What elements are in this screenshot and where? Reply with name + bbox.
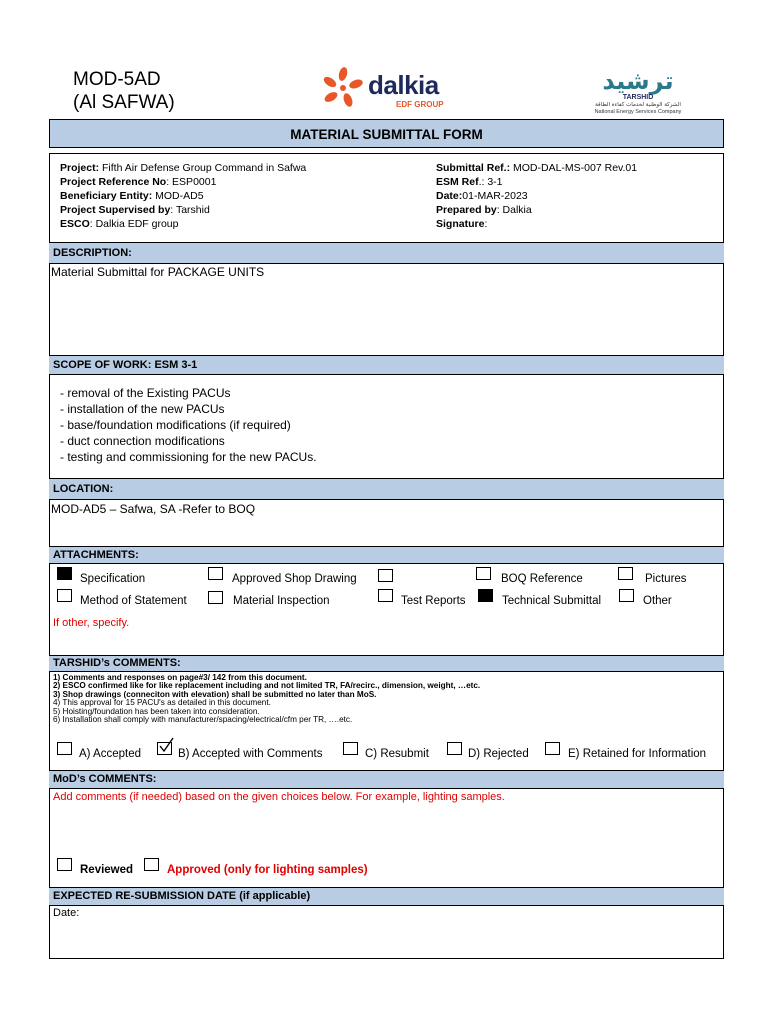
- attachment-label-technical-submittal: Technical Submittal: [502, 595, 602, 607]
- location-heading: LOCATION:: [49, 478, 724, 500]
- attachments-heading: ATTACHMENTS:: [49, 546, 724, 564]
- prepared-label: Prepared by: [436, 204, 497, 216]
- attachment-checkbox-test-reports[interactable]: [378, 589, 393, 602]
- ref-no-row: [60, 175, 306, 189]
- tarshid-comments-heading: TARSHID’s COMMENTS:: [49, 655, 724, 672]
- scope-heading: SCOPE OF WORK: ESM 3-1: [49, 355, 724, 375]
- attachment-label-approved-shop-drawing: Approved Shop Drawing: [232, 573, 357, 585]
- project-value: Fifth Air Defense Group Command in Safwa: [99, 162, 307, 174]
- form-title-bar: [49, 119, 724, 148]
- form-title: MATERIAL SUBMITTAL FORM: [290, 127, 483, 142]
- supervised-row: [60, 203, 306, 217]
- tarshid-comment-line: 2) ESCO confirmed like for like replacement including and not limited TR, FA/recirc., dimension, weight, …etc.: [53, 681, 481, 691]
- tarshid-comment-line: 1) Comments and responses on page#3/ 142 from this document.: [53, 673, 307, 682]
- attachment-checkbox-boq-reference[interactable]: [476, 567, 491, 580]
- attachment-checkbox-other[interactable]: [619, 589, 634, 602]
- scope-list: [60, 385, 317, 465]
- signature-label: Signature: [436, 218, 485, 230]
- signature-row: [436, 217, 637, 231]
- tarshid-comment-line: 4) This approval for 15 PACU's as detailed in this document.: [53, 698, 271, 708]
- choice-label-retained: E) Retained for Information: [568, 748, 707, 760]
- esm-ref-row: [436, 175, 637, 189]
- esco-value: : Dalkia EDF group: [89, 218, 179, 230]
- tarshid-arabic-subtitle: الشركة الوطنية لخدمات كفاءة الطاقة: [595, 102, 681, 108]
- mod-comments-instruction: Add comments (if needed) based on the given choices below. For example, lighting samples.: [53, 791, 505, 803]
- dalkia-logo: [318, 66, 458, 110]
- resubmission-heading: EXPECTED RE-SUBMISSION DATE (if applicable): [49, 887, 724, 906]
- submittal-ref-value: MOD-DAL-MS-007 Rev.01: [510, 162, 638, 174]
- attachment-checkbox-material-inspection[interactable]: [208, 591, 223, 604]
- tarshid-comment-line: 6) Installation shall comply with manufacturer/spacing/electrical/cfm per TR, ….etc.: [53, 715, 353, 725]
- resubmission-date-label: Date:: [53, 907, 80, 919]
- esco-row: [60, 217, 306, 231]
- mod-label-approved: Approved (only for lighting samples): [167, 864, 368, 876]
- date-row: [436, 189, 637, 203]
- attachment-label-material-inspection: Material Inspection: [233, 595, 330, 607]
- scope-item: - duct connection modifications: [60, 434, 225, 448]
- mod-checkbox-approved[interactable]: [144, 858, 159, 871]
- tarshid-comments-list: [53, 674, 480, 724]
- supervised-value: : Tarshid: [170, 204, 210, 216]
- attachment-checkbox-technical-submittal[interactable]: [478, 589, 493, 602]
- dalkia-edf-group: EDF GROUP: [396, 100, 444, 109]
- choice-label-resubmit: C) Resubmit: [365, 748, 429, 760]
- scope-item: - base/foundation modifications (if required): [60, 418, 291, 432]
- supervised-label: Project Supervised by: [60, 204, 171, 216]
- attachment-label-test-reports: Test Reports: [401, 595, 466, 607]
- choice-label-accepted: A) Accepted: [79, 748, 142, 760]
- project-label: Project:: [60, 162, 100, 174]
- description-text: Material Submittal for PACKAGE UNITS: [51, 265, 265, 279]
- dalkia-flower-icon: [318, 66, 368, 110]
- beneficiary-value: MOD-AD5: [152, 190, 204, 202]
- mod-title: [73, 68, 175, 114]
- mod-label-reviewed: Reviewed: [80, 864, 134, 876]
- mod-title-line2: (Al SAFWA): [73, 92, 175, 113]
- attachment-label-pictures: Pictures: [645, 573, 687, 585]
- attachment-other-note: If other, specify.: [53, 617, 130, 629]
- choice-checkbox-rejected[interactable]: [447, 742, 462, 755]
- submittal-ref-label: Submittal Ref.:: [436, 162, 511, 174]
- submittal-ref-row: [436, 161, 637, 175]
- tarshid-comment-line: 5) Hoisting/foundation has been taken into consideration.: [53, 706, 260, 716]
- choice-label-rejected: D) Rejected: [468, 748, 529, 760]
- scope-item: - removal of the Existing PACUs: [60, 386, 231, 400]
- signature-value: :: [484, 218, 488, 230]
- esm-ref-value: .: 3-1: [478, 176, 503, 188]
- beneficiary-label: Beneficiary Entity:: [60, 190, 153, 202]
- attachment-label-other: Other: [643, 595, 672, 607]
- ref-no-value: : ESP0001: [166, 176, 217, 188]
- attachment-checkbox-shop-drawing-extra[interactable]: [378, 569, 393, 582]
- tarshid-arabic-wordmark: ترشيد: [602, 67, 674, 95]
- prepared-row: [436, 203, 637, 217]
- tarshid-wordmark: TARSHID: [622, 94, 654, 101]
- esm-ref-label: ESM Ref: [436, 176, 479, 188]
- attachment-checkbox-method-of-statement[interactable]: [57, 589, 72, 602]
- date-value: 01-MAR-2023: [462, 190, 528, 202]
- description-heading: DESCRIPTION:: [49, 242, 724, 264]
- scope-item: - testing and commissioning for the new PACUs.: [60, 450, 317, 464]
- choice-checkbox-resubmit[interactable]: [343, 742, 358, 755]
- attachment-checkbox-approved-shop-drawing[interactable]: [208, 567, 223, 580]
- choice-label-accepted-with-comments: B) Accepted with Comments: [178, 748, 323, 760]
- mod-title-line1: MOD-5AD: [73, 69, 161, 90]
- mod-comments-heading: MoD’s COMMENTS:: [49, 770, 724, 789]
- attachment-label-boq-reference: BOQ Reference: [501, 573, 583, 585]
- attachment-label-specification: Specification: [80, 573, 146, 585]
- date-label: Date:: [436, 190, 463, 202]
- attachment-label-method-of-statement: Method of Statement: [80, 595, 187, 607]
- project-info-right: [436, 161, 637, 231]
- project-info-left: [60, 161, 306, 231]
- ref-no-label: Project Reference No: [60, 176, 167, 188]
- prepared-value: : Dalkia: [496, 204, 532, 216]
- attachment-checkbox-pictures[interactable]: [618, 567, 633, 580]
- attachment-checkbox-specification[interactable]: [57, 567, 72, 580]
- tarshid-comment-line: 3) Shop drawings (conneciton with elevation) shall be submitted no later than MoS.: [53, 689, 377, 699]
- tarshid-subtitle: National Energy Services Company: [594, 109, 682, 115]
- beneficiary-row: [60, 189, 306, 203]
- esco-label: ESCO: [60, 218, 90, 230]
- choice-checkbox-retained[interactable]: [545, 742, 560, 755]
- check-mark-icon: [157, 737, 175, 753]
- scope-item: - installation of the new PACUs: [60, 402, 225, 416]
- tarshid-logo: [578, 68, 698, 120]
- choice-checkbox-accepted[interactable]: [57, 742, 72, 755]
- dalkia-wordmark: dalkia: [368, 70, 439, 100]
- project-row: [60, 161, 306, 175]
- location-text: MOD-AD5 – Safwa, SA -Refer to BOQ: [51, 502, 256, 516]
- mod-checkbox-reviewed[interactable]: [57, 858, 72, 871]
